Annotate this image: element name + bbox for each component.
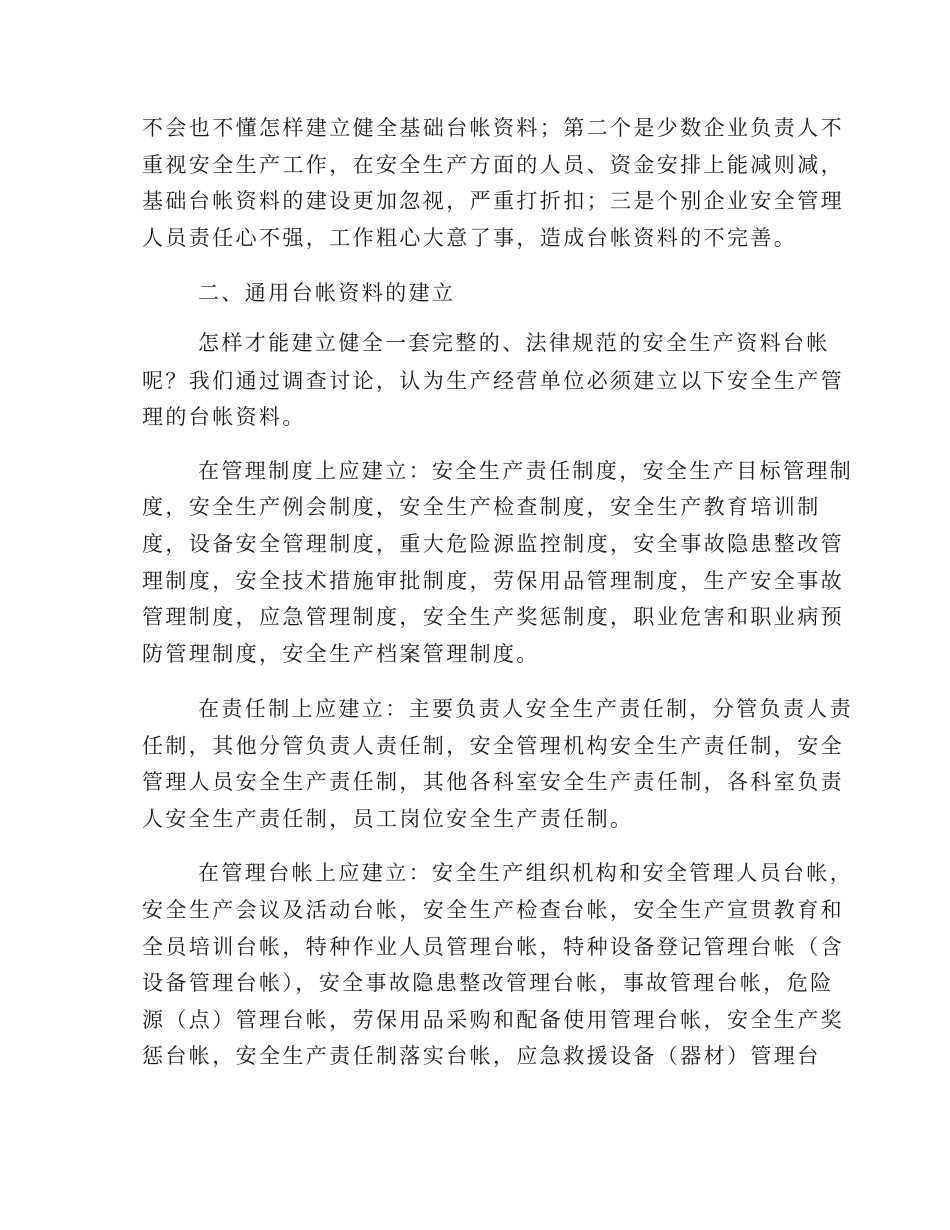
paragraph-line: 安全生产会议及活动台帐，安全生产检查台帐，安全生产宣贯教育和 [142,898,844,922]
paragraph-line: 度，安全生产例会制度，安全生产检查制度，安全生产教育培训制 [142,495,821,519]
paragraph-line: 重视安全生产工作，在安全生产方面的人员、资金安排上能减则减， [142,153,844,177]
section-heading: 二、通用台帐资料的建立 [198,281,456,305]
paragraph-line: 在管理台帐上应建立：安全生产组织机构和安全管理人员台帐， [198,861,854,885]
paragraph-line: 人安全生产责任制，员工岗位安全生产责任制。 [142,807,634,831]
paragraph-line: 人员责任心不强，工作粗心大意了事，造成台帐资料的不完善。 [142,226,798,250]
paragraph-line: 任制，其他分管负责人责任制，安全管理机构安全生产责任制，安全 [142,734,844,758]
paragraph-line: 在责任制上应建立：主要负责人安全生产责任制，分管负责人责 [198,697,854,721]
paragraph-line: 在管理制度上应建立：安全生产责任制度，安全生产目标管理制 [198,459,854,483]
paragraph-line: 源（点）管理台帐，劳保用品采购和配备使用管理台帐，安全生产奖 [142,1008,844,1032]
paragraph-line: 怎样才能建立健全一套完整的、法律规范的安全生产资料台帐 [198,331,830,355]
paragraph-line: 惩台帐，安全生产责任制落实台帐，应急救援设备（器材）管理台 [142,1044,821,1068]
paragraph-line: 管理人员安全生产责任制，其他各科室安全生产责任制，各科室负责 [142,770,844,794]
paragraph-line: 度，设备安全管理制度，重大危险源监控制度，安全事故隐患整改管 [142,532,844,556]
paragraph-line: 理的台帐资料。 [142,405,306,429]
paragraph-line: 全员培训台帐，特种作业人员管理台帐，特种设备登记管理台帐（含 [142,935,844,959]
paragraph-line: 设备管理台帐），安全事故隐患整改管理台帐，事故管理台帐，危险 [142,971,834,995]
paragraph-line: 管理制度，应急管理制度，安全生产奖惩制度，职业危害和职业病预 [142,605,844,629]
paragraph-line: 不会也不懂怎样建立健全基础台帐资料；第二个是少数企业负责人不 [142,116,844,140]
paragraph-line: 基础台帐资料的建设更加忽视，严重打折扣；三是个别企业安全管理 [142,189,844,213]
paragraph-line: 理制度，安全技术措施审批制度，劳保用品管理制度，生产安全事故 [142,569,844,593]
paragraph-line: 防管理制度，安全生产档案管理制度。 [142,642,540,666]
paragraph-line: 呢？我们通过调查讨论，认为生产经营单位必须建立以下安全生产管 [142,369,844,393]
